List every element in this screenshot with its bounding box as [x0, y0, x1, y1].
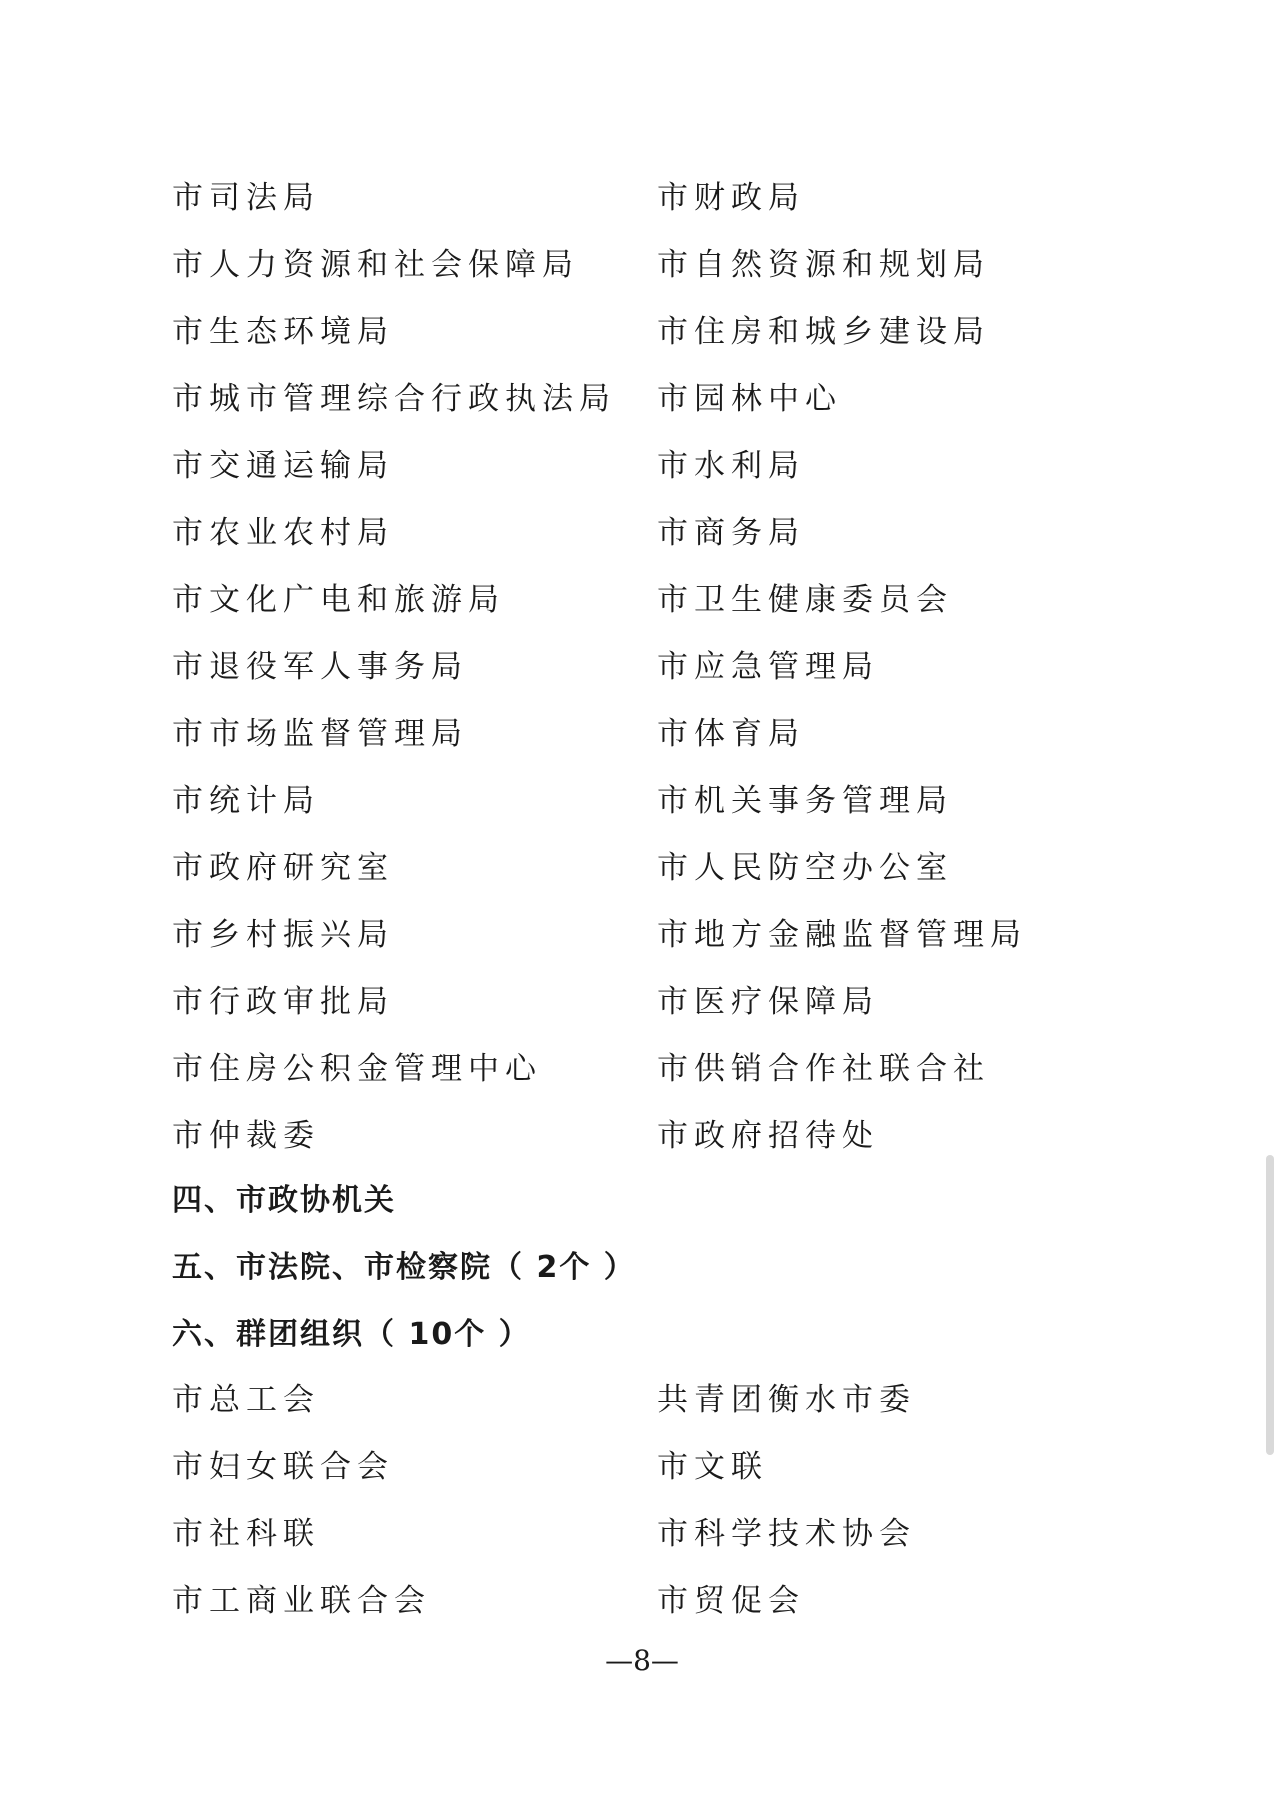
section-heading-5: 五、市法院、市检察院（ 2个 ） [172, 1250, 636, 1285]
list-item: 市卫生健康委员会 [657, 582, 953, 618]
list-item: 市文联 [657, 1449, 768, 1485]
list-item: 市仲裁委 [172, 1118, 320, 1154]
list-item: 市农业农村局 [172, 515, 394, 551]
list-row [172, 1367, 1072, 1434]
section-heading-4: 四、市政协机关 [172, 1183, 396, 1218]
list-row [172, 366, 1072, 433]
list-row [172, 1103, 1072, 1170]
list-row [172, 1036, 1072, 1103]
list-item: 市生态环境局 [172, 314, 394, 350]
list-row [172, 969, 1072, 1036]
list-item: 市供销合作社联合社 [657, 1051, 990, 1087]
section3-list [172, 165, 1072, 1170]
list-row [172, 1434, 1072, 1501]
list-item: 市自然资源和规划局 [657, 247, 990, 283]
list-item: 市市场监督管理局 [172, 716, 468, 752]
list-item: 市住房和城乡建设局 [657, 314, 990, 350]
list-item: 市科学技术协会 [657, 1516, 916, 1552]
list-item: 市人力资源和社会保障局 [172, 247, 579, 283]
list-item: 市地方金融监督管理局 [657, 917, 1027, 953]
list-item: 市体育局 [657, 716, 805, 752]
list-item: 市应急管理局 [657, 649, 879, 685]
list-item: 市工商业联合会 [172, 1583, 431, 1619]
list-row [172, 1568, 1072, 1635]
list-item: 市行政审批局 [172, 984, 394, 1020]
list-row [172, 1501, 1072, 1568]
list-item: 市政府招待处 [657, 1118, 879, 1154]
list-row [172, 567, 1072, 634]
list-item: 市水利局 [657, 448, 805, 484]
list-row [172, 433, 1072, 500]
list-item: 市住房公积金管理中心 [172, 1051, 542, 1087]
scrollbar[interactable] [1266, 1155, 1274, 1455]
list-row [172, 299, 1072, 366]
list-row [172, 701, 1072, 768]
section6-list [172, 1367, 1072, 1635]
list-item: 市人民防空办公室 [657, 850, 953, 886]
list-item: 市医疗保障局 [657, 984, 879, 1020]
list-item: 共青团衡水市委 [657, 1382, 916, 1418]
list-item: 市妇女联合会 [172, 1449, 394, 1485]
list-item: 市园林中心 [657, 381, 842, 417]
page-number: —8— [605, 1644, 679, 1677]
list-item: 市政府研究室 [172, 850, 394, 886]
list-item: 市机关事务管理局 [657, 783, 953, 819]
list-row [172, 500, 1072, 567]
list-item: 市城市管理综合行政执法局 [172, 381, 616, 417]
list-item: 市贸促会 [657, 1583, 805, 1619]
list-row [172, 835, 1072, 902]
list-item: 市统计局 [172, 783, 320, 819]
list-row [172, 165, 1072, 232]
list-row [172, 902, 1072, 969]
list-row [172, 634, 1072, 701]
section-heading-6: 六、群团组织（ 10个 ） [172, 1317, 531, 1352]
list-item: 市商务局 [657, 515, 805, 551]
list-row [172, 232, 1072, 299]
list-item: 市交通运输局 [172, 448, 394, 484]
list-item: 市财政局 [657, 180, 805, 216]
list-item: 市乡村振兴局 [172, 917, 394, 953]
list-item: 市退役军人事务局 [172, 649, 468, 685]
list-item: 市总工会 [172, 1382, 320, 1418]
list-row [172, 768, 1072, 835]
list-item: 市社科联 [172, 1516, 320, 1552]
list-item: 市文化广电和旅游局 [172, 582, 505, 618]
list-item: 市司法局 [172, 180, 320, 216]
